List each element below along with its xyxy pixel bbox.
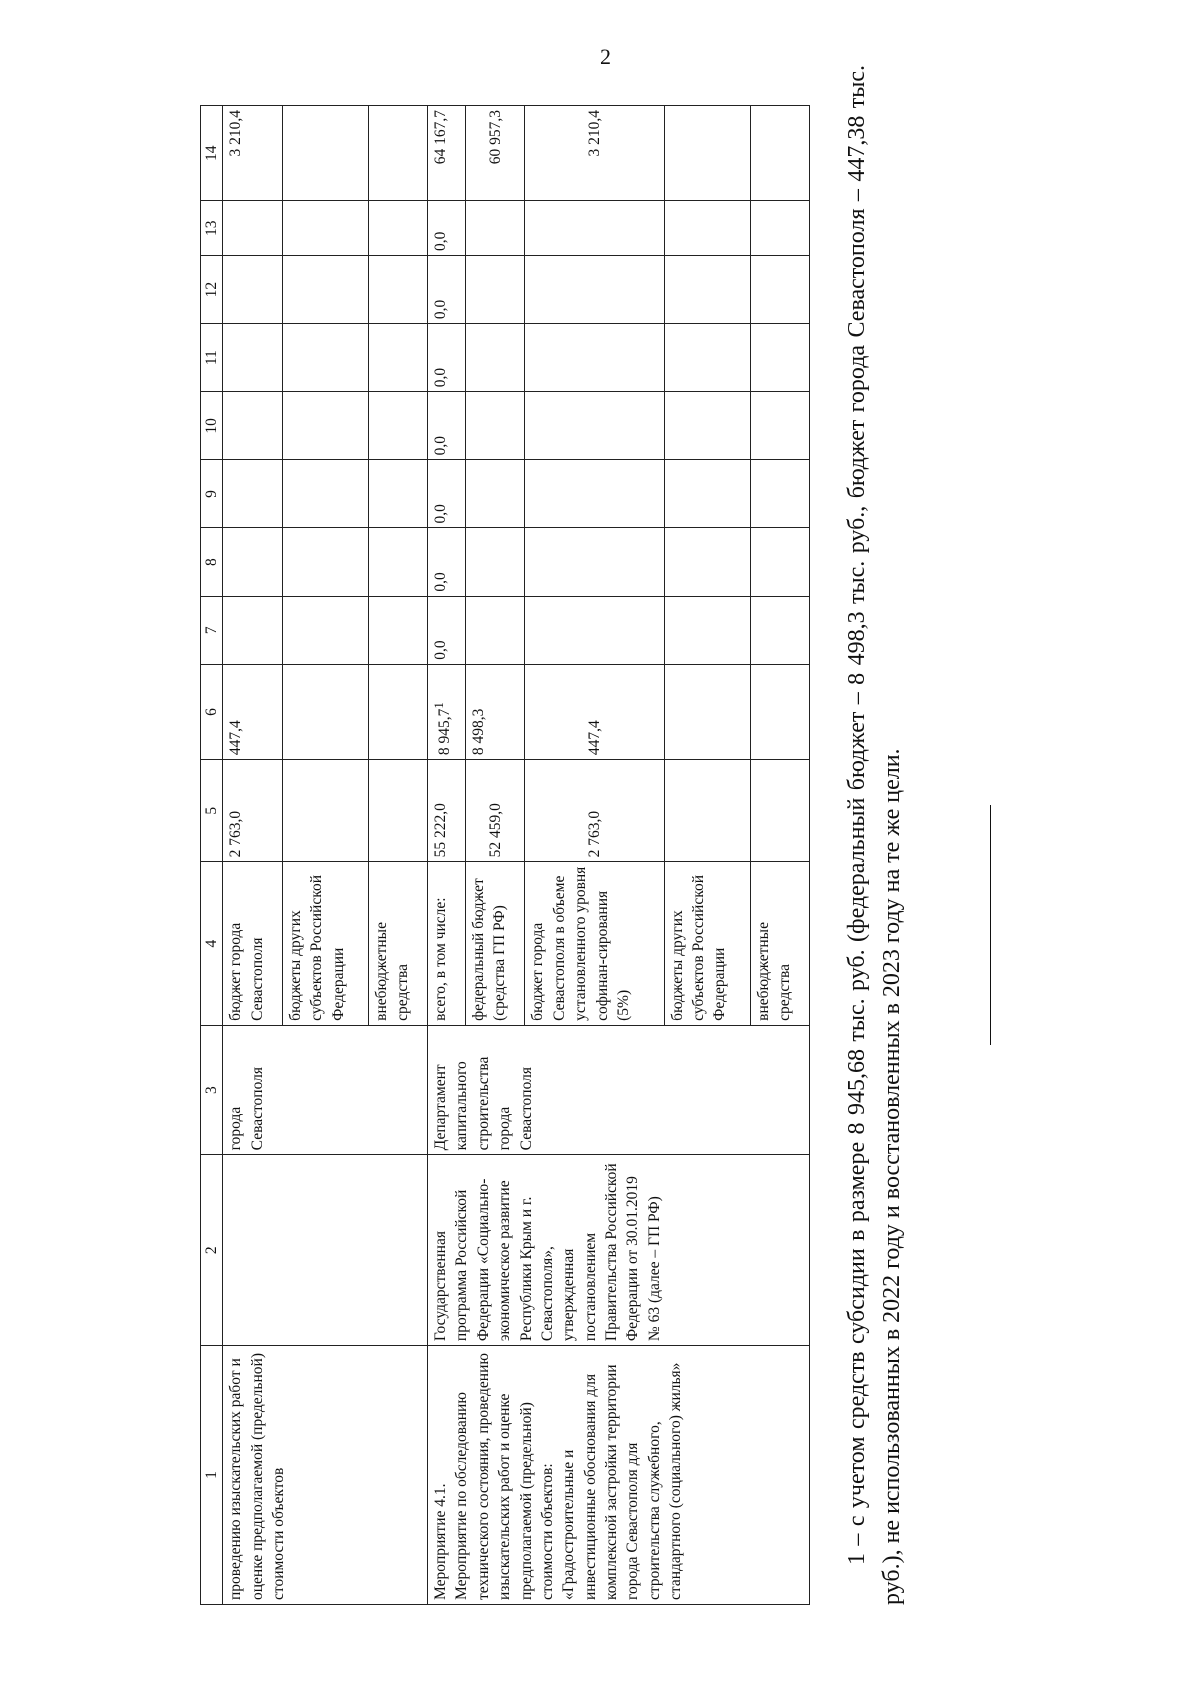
cell-value: 60 957,3 — [466, 106, 525, 202]
separator-line — [990, 805, 991, 1045]
cell-executor: Департамент капитального строительства города Севастополя — [428, 1025, 810, 1154]
rotated-content — [200, 45, 1200, 1605]
col-header: 3 — [201, 1025, 223, 1154]
cell-value-text: 8 945,7 — [436, 708, 454, 756]
col-header: 13 — [201, 201, 223, 256]
cell-value: 447,4 — [525, 664, 664, 759]
col-header: 12 — [201, 256, 223, 324]
cell-value: 2 763,0 — [525, 760, 664, 862]
cell-program: Государственная программа Российской Федерации «Социально-экономическое развитие Республики Крым и г. Севастополя», утвержденная постановлением Правительства Российской Федерации от 30.01.2019 № 63 (далее – ГП РФ) — [428, 1155, 810, 1346]
col-header: 5 — [201, 760, 223, 862]
cell-source: бюджеты других субъектов Российской Федерации — [664, 862, 750, 1026]
cell-value: 0,0 — [428, 201, 466, 256]
col-header: 10 — [201, 392, 223, 460]
cell-program — [223, 1155, 428, 1346]
cell-description: Мероприятие 4.1. Мероприятие по обследованию технического состояния, проведению изыскательских работ и оценке предполагаемой (предельной) стоимости объектов: «Градостроительные и инвестиционные обоснования для комплексной застройки территории города Севастополя для строительства служебного, стандартного (социального) жилья» — [428, 1346, 810, 1605]
cell-description: проведению изыскательских работ и оценке предполагаемой (предельной) стоимости объектов — [223, 1346, 428, 1605]
header-row — [201, 106, 223, 1605]
cell-source: внебюджетные средства — [368, 862, 427, 1026]
cell-value: 3 210,4 — [223, 106, 282, 202]
page-number: 2 — [600, 44, 611, 69]
cell-value: 3 210,4 — [525, 106, 664, 202]
col-header: 9 — [201, 460, 223, 528]
cell-value: 52 459,0 — [466, 760, 525, 862]
cell-source: бюджеты других субъектов Российской Федерации — [282, 862, 368, 1026]
table-row — [428, 106, 466, 1605]
col-header: 6 — [201, 664, 223, 759]
cell-value: 64 167,7 — [428, 106, 466, 202]
cell-value: 0,0 — [428, 324, 466, 392]
cell-value: 0,0 — [428, 528, 466, 596]
cell-value: 447,4 — [223, 664, 282, 759]
col-header: 4 — [201, 862, 223, 1026]
col-header: 2 — [201, 1155, 223, 1346]
col-header: 1 — [201, 1346, 223, 1605]
table-row — [223, 106, 282, 1605]
cell-value: 2 763,0 — [223, 760, 282, 862]
cell-source: бюджет города Севастополя — [223, 862, 282, 1026]
cell-source: бюджет города Севастополя в объеме установленного уровня софинан-сирования (5%) — [525, 862, 664, 1026]
footnote: 1 – с учетом средств субсидии в размере 8 945,68 тыс. руб. (федеральный бюджет – 8 498,3 тыс. руб., бюджет города Севастополя – 447,38 тыс. руб.), не использованных в 2022 году и восстановленных в 2023 году на те же цели. — [844, 65, 905, 1605]
cell-value: 0,0 — [428, 392, 466, 460]
footnote-mark: 1 — [431, 702, 447, 709]
col-header: 7 — [201, 596, 223, 664]
cell-value: 0,0 — [428, 596, 466, 664]
cell-executor: города Севастополя — [223, 1025, 428, 1154]
col-header: 14 — [201, 106, 223, 202]
cell-value: 55 222,0 — [428, 760, 466, 862]
cell-value: 0,0 — [428, 256, 466, 324]
cell-value — [428, 664, 466, 759]
budget-table — [200, 105, 810, 1605]
cell-source: внебюджетные средства — [750, 862, 809, 1026]
col-header: 8 — [201, 528, 223, 596]
cell-source: федеральный бюджет (средства ГП РФ) — [466, 862, 525, 1026]
cell-value: 8 498,3 — [466, 664, 525, 759]
cell-source: всего, в том числе: — [428, 862, 466, 1026]
col-header: 11 — [201, 324, 223, 392]
cell-value: 0,0 — [428, 460, 466, 528]
